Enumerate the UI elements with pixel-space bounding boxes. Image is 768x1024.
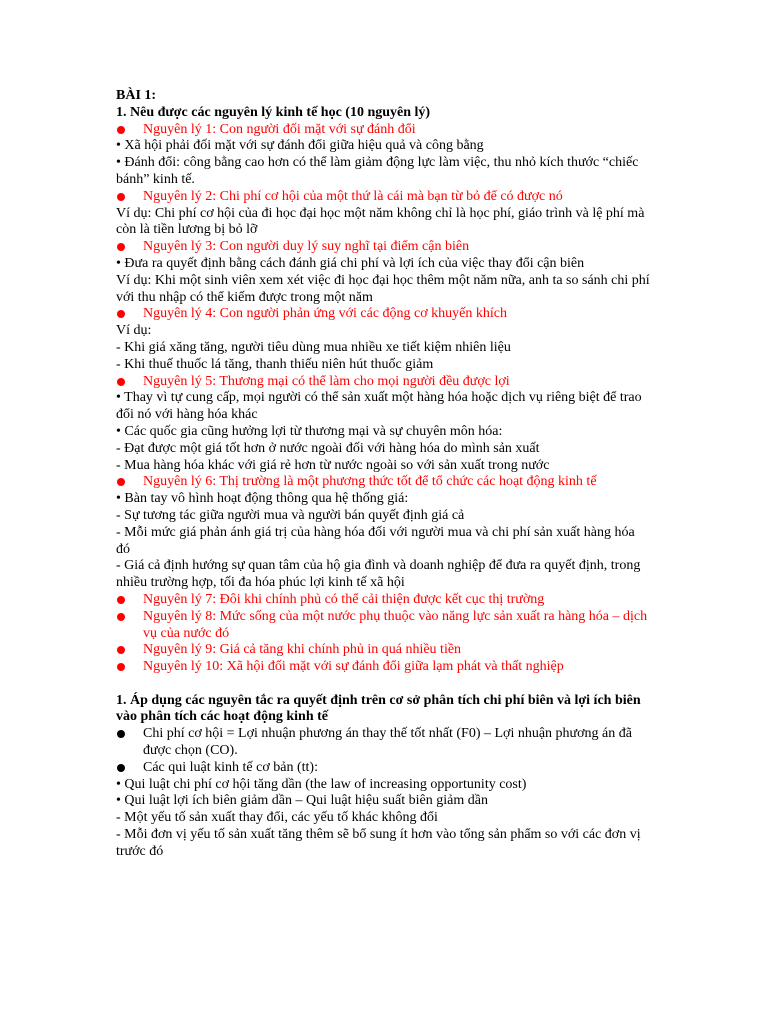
principle-1-title: Nguyên lý 1: Con người đối mặt với sự đánh đổi [143,121,416,137]
bullet-dot-icon [117,243,125,251]
text-line: - Khi thuế thuốc lá tăng, thanh thiếu niên hút thuốc giảm [116,356,434,372]
text-line: • Đưa ra quyết định bằng cách đánh giá chi phí và lợi ích của việc thay đổi cận biên [116,255,585,271]
principle-9 [116,642,652,659]
text-line: - Giá cả định hướng sự quan tâm của hộ gia đình và doanh nghiệp để đưa ra quyết định, trong nhiều trường hợp, tối đa hóa phúc lợi kinh tế xã hội [116,558,641,591]
bullet-dot-icon [117,613,125,621]
bullet-dot-icon [117,193,125,201]
principle-9-title: Nguyên lý 9: Giá cả tăng khi chính phủ in quá nhiều tiền [143,642,462,658]
principle-8 [116,609,652,643]
bullet-dot-icon [117,478,125,486]
text-line: Ví dụ: Chi phí cơ hội của đi học đại học một năm không chỉ là học phí, giáo trình và lệ phí mà còn là tiền lương bị bỏ lỡ [116,205,645,238]
text-line: • Xã hội phải đối mặt với sự đánh đổi giữa hiệu quả và công bằng [116,138,484,154]
text-line: - Một yếu tố sản xuất thay đổi, các yếu tố khác không đổi [116,810,438,826]
section2-heading: 1. Áp dụng các nguyên tắc ra quyết định trên cơ sở phân tích chi phí biên và lợi ích biên vào phân tích các hoạt động kinh tế [116,692,641,725]
text-line: - Sự tương tác giữa người mua và người bán quyết định giá cả [116,507,465,523]
principle-1 [116,122,652,139]
principle-2-title: Nguyên lý 2: Chi phí cơ hội của một thứ là cái mà bạn từ bỏ để có được nó [143,188,563,204]
principle-3-title: Nguyên lý 3: Con người duy lý suy nghĩ tại điểm cận biên [143,239,470,255]
principle-7 [116,592,652,609]
text-line: • Bàn tay vô hình hoạt động thông qua hệ thống giá: [116,491,409,507]
bullet-dot-icon [117,126,125,134]
principle-6 [116,474,652,491]
principle-7-title: Nguyên lý 7: Đôi khi chính phủ có thể cải thiện được kết cục thị trường [143,591,545,607]
principle-3 [116,239,652,256]
text-line: • Qui luật lợi ích biên giảm dần – Qui luật hiệu suất biên giảm dần [116,793,488,809]
text-line: Ví dụ: Khi một sinh viên xem xét việc đi học đại học thêm một năm nữa, anh ta so sánh chi phí với thu nhập có thể kiếm được trong một năm [116,272,650,305]
section2-item-2 [116,760,652,777]
spacer [116,676,652,693]
bullet-dot-icon [117,646,125,654]
lesson-title: BÀI 1: [116,88,157,103]
bullet-dot-icon [117,310,125,318]
principle-5-title: Nguyên lý 5: Thương mại có thể làm cho mọi người đều được lợi [143,373,510,389]
text-line: • Qui luật chi phí cơ hội tăng dần (the law of increasing opportunity cost) [116,776,527,792]
text-line: - Mua hàng hóa khác với giá rẻ hơn từ nước ngoài so với sản xuất trong nước [116,457,550,473]
text-line: - Mỗi đơn vị yếu tố sản xuất tăng thêm sẽ bổ sung ít hơn vào tổng sản phẩm so với các đơn vị trước đó [116,827,641,859]
text-line: • Các quốc gia cũng hưởng lợi từ thương mại và sự chuyên môn hóa: [116,423,503,439]
principle-4 [116,306,652,323]
bullet-dot-icon [117,663,125,671]
principle-4-title: Nguyên lý 4: Con người phản ứng với các động cơ khuyến khích [143,306,507,322]
bullet-dot-icon [117,378,125,386]
text-line: - Khi giá xăng tăng, người tiêu dùng mua nhiều xe tiết kiệm nhiên liệu [116,339,511,355]
principle-8-title: Nguyên lý 8: Mức sống của một nước phụ thuộc vào năng lực sản xuất ra hàng hóa – dịch vụ của nước đó [143,608,648,641]
principle-10-title: Nguyên lý 10: Xã hội đối mặt với sự đánh đổi giữa lạm phát và thất nghiệp [143,659,564,675]
bullet-dot-icon [117,730,125,738]
text-line: Ví dụ: [116,323,152,339]
text-line: - Đạt được một giá tốt hơn ở nước ngoài đối với hàng hóa do mình sản xuất [116,440,540,456]
principle-10 [116,659,652,676]
text-line: • Đánh đổi: công bằng cao hơn có thể làm giảm động lực làm việc, thu nhỏ kích thước “chiếc bánh” kinh tế. [116,155,639,187]
principle-5 [116,374,652,391]
section2-item-1-text: Chi phí cơ hội = Lợi nhuận phương án thay thế tốt nhất (F0) – Lợi nhuận phương án đã được chọn (CO). [143,726,632,759]
principle-6-title: Nguyên lý 6: Thị trường là một phương thức tốt để tổ chức các hoạt động kinh tế [143,474,597,490]
section2-item-1 [116,726,652,760]
principle-2 [116,189,652,206]
bullet-dot-icon [117,596,125,604]
bullet-dot-icon [117,764,125,772]
section2-item-2-text: Các qui luật kinh tế cơ bản (tt): [143,759,318,775]
text-line: - Mỗi mức giá phản ánh giá trị của hàng hóa đối với người mua và chi phí sản xuất hàng hóa đó [116,524,635,557]
text-line: • Thay vì tự cung cấp, mọi người có thể sản xuất một hàng hóa hoặc dịch vụ riêng biệt để trao đổi nó với hàng hóa khác [116,390,642,423]
section1-heading: 1. Nêu được các nguyên lý kinh tế học (10 nguyên lý) [116,104,431,120]
document-body [116,88,652,861]
